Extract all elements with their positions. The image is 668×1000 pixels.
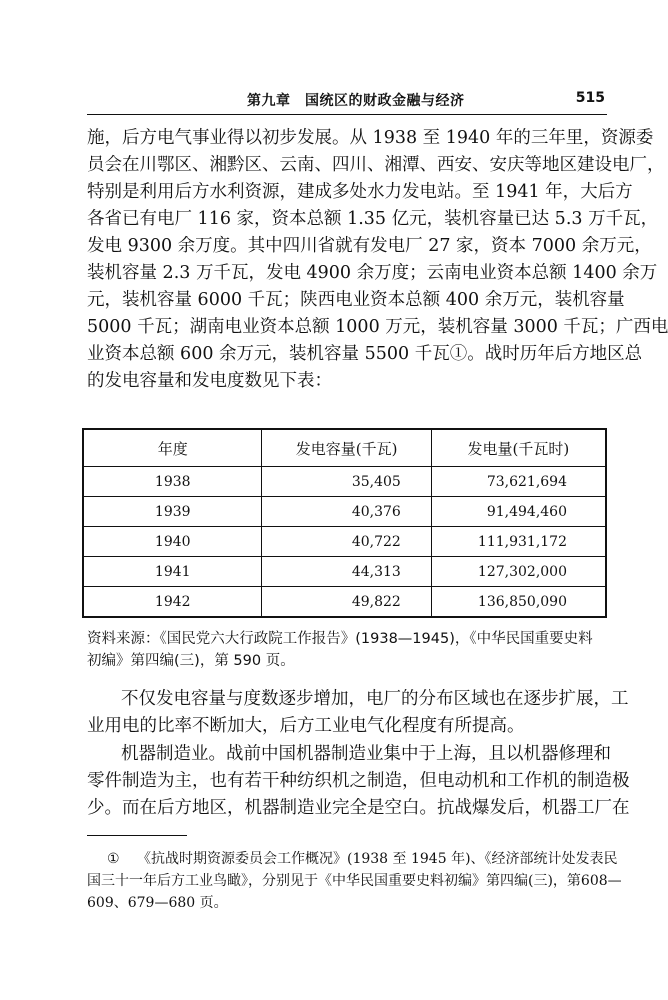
text-line: 特别是利用后方水利资源，建成多处水力发电站。至 1941 年，大后方 xyxy=(87,182,633,202)
table-row xyxy=(83,557,606,587)
table-source-note xyxy=(87,628,607,672)
cell-capacity: 44,313 xyxy=(262,557,431,587)
text-line: 施，后方电气事业得以初步发展。从 1938 至 1940 年的三年里，资源委 xyxy=(87,128,654,148)
text-line: 发电 9300 余万度。其中四川省就有发电厂 27 家，资本 7000 余万元， xyxy=(87,236,652,256)
paragraph-machinery-industry xyxy=(87,741,630,822)
cell-year: 1940 xyxy=(83,527,262,557)
cell-output: 127,302,000 xyxy=(431,557,606,587)
cell-capacity: 40,376 xyxy=(262,497,431,527)
footnote-text: 《抗战时期资源委员会工作概况》(1938 至 1945 年)、《经济部统计处发表民 xyxy=(137,851,618,867)
cell-capacity: 35,405 xyxy=(262,467,431,497)
text-line: 各省已有电厂 116 家，资本总额 1.35 亿元，装机容量已达 5.3 万千瓦， xyxy=(87,209,659,229)
table-row xyxy=(83,527,606,557)
cell-capacity: 40,722 xyxy=(262,527,431,557)
table-row xyxy=(83,497,606,527)
text-line: 业用电的比率不断加大，后方工业电气化程度有所提高。 xyxy=(87,716,525,736)
source-line: 资料来源：《国民党六大行政院工作报告》(1938—1945)，《中华民国重要史料 xyxy=(87,631,593,647)
text-line: 业资本总额 600 余万元，装机容量 5500 千瓦①。战时历年后方地区总 xyxy=(87,344,643,364)
text-line: 5000 千瓦；湖南电业资本总额 1000 万元，装机容量 3000 千瓦；广西电 xyxy=(87,317,668,337)
footnote-divider xyxy=(87,835,187,836)
paragraph-industrial-electrification xyxy=(87,686,629,740)
cell-output: 73,621,694 xyxy=(431,467,606,497)
table-header-row xyxy=(83,429,606,467)
text-line: 零件制造为主，也有若干种纺织机之制造，但电动机和工作机的制造极 xyxy=(87,771,630,791)
footnote-line: 609、679—680 页。 xyxy=(87,895,228,911)
running-header xyxy=(87,88,607,115)
table-row xyxy=(83,587,606,618)
source-line: 初编》第四编(三)，第 590 页。 xyxy=(87,653,295,669)
column-header-capacity: 发电容量(千瓦) xyxy=(262,429,431,467)
text-line: 少。而在后方地区，机器制造业完全是空白。抗战爆发后，机器工厂在 xyxy=(87,798,630,818)
column-header-output: 发电量(千瓦时) xyxy=(431,429,606,467)
footnote-marker: ① xyxy=(107,851,120,867)
column-header-year: 年度 xyxy=(83,429,262,467)
footnote-line xyxy=(87,848,618,870)
cell-year: 1938 xyxy=(83,467,262,497)
paragraph-electric-industry xyxy=(87,125,668,395)
cell-year: 1939 xyxy=(83,497,262,527)
text-line: 装机容量 2.3 万千瓦，发电 4900 余万度；云南电业资本总额 1400 余万 xyxy=(87,263,658,283)
footnote-line: 国三十一年后方工业鸟瞰》，分别见于《中华民国重要史料初编》第四编(三)，第608— xyxy=(87,873,622,889)
chapter-title: 第九章 国统区的财政金融与经济 xyxy=(247,93,465,109)
cell-year: 1942 xyxy=(83,587,262,618)
page-number: 515 xyxy=(575,90,605,106)
power-generation-table-container xyxy=(82,428,607,618)
text-line: 的发电容量和发电度数见下表： xyxy=(87,371,332,391)
text-line: 员会在川鄂区、湘黔区、云南、四川、湘潭、西安、安庆等地区建设电厂， xyxy=(87,155,665,175)
cell-capacity: 49,822 xyxy=(262,587,431,618)
cell-output: 136,850,090 xyxy=(431,587,606,618)
cell-output: 91,494,460 xyxy=(431,497,606,527)
cell-year: 1941 xyxy=(83,557,262,587)
power-generation-table xyxy=(82,428,607,618)
table-row xyxy=(83,467,606,497)
cell-output: 111,931,172 xyxy=(431,527,606,557)
text-line: 元，装机容量 6000 千瓦；陕西电业资本总额 400 余万元，装机容量 xyxy=(87,290,625,310)
text-line: 机器制造业。战前中国机器制造业集中于上海，且以机器修理和 xyxy=(121,744,611,764)
text-line: 不仅发电容量与度数逐步增加，电厂的分布区域也在逐步扩展，工 xyxy=(121,689,629,709)
footnote xyxy=(87,848,622,914)
